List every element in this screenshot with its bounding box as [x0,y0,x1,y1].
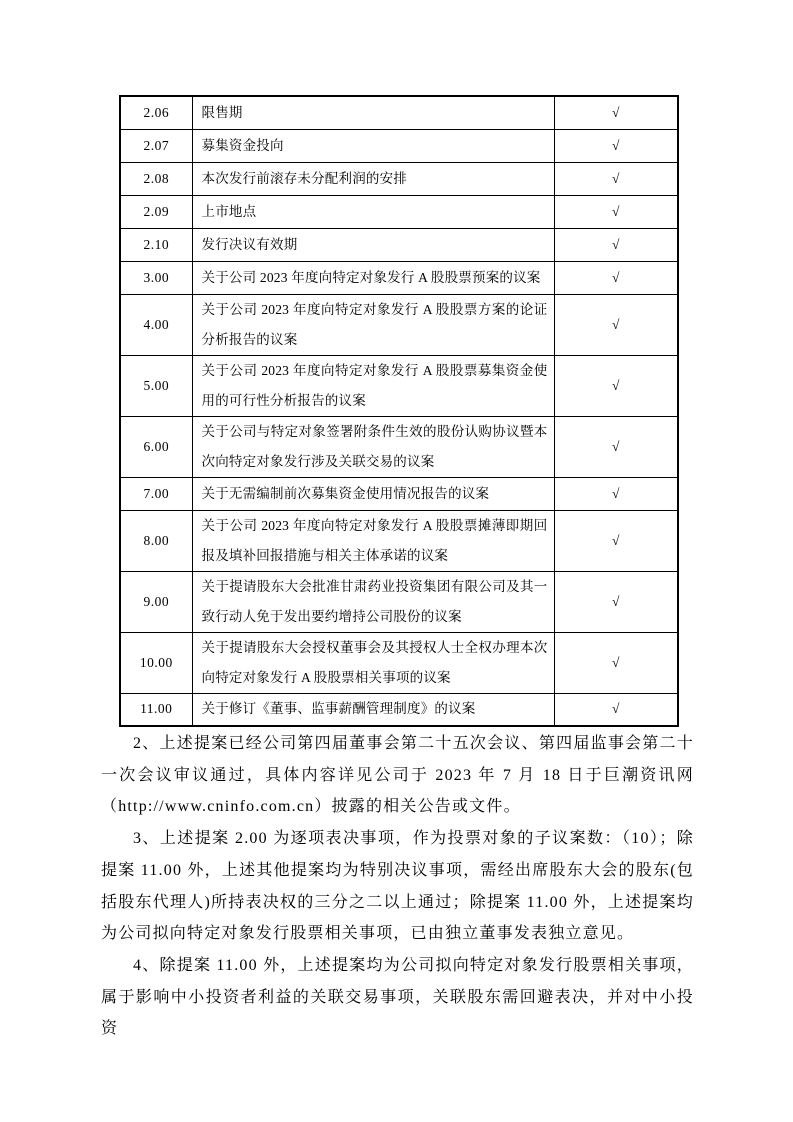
table-row [120,477,678,510]
paragraphs [101,728,694,1045]
table-row [120,195,678,228]
proposal-title: 关于修订《董事、监事薪酬管理制度》的议案 [192,693,554,726]
proposal-title: 募集资金投向 [192,129,554,162]
proposal-title: 限售期 [192,96,554,129]
table-row [120,162,678,195]
paragraph: 2、上述提案已经公司第四届董事会第二十五次会议、第四届监事会第二十一次会议审议通过，具体内容详见公司于 2023 年 7 月 18 日于巨潮资讯网（http://www.cninfo.com.cn）披露的相关公告或文件。 [101,735,694,816]
check-mark: √ [554,261,678,294]
proposal-number: 2.10 [120,228,192,261]
proposal-number: 6.00 [120,416,192,477]
proposal-number: 5.00 [120,355,192,416]
table-row [120,96,678,129]
check-mark: √ [554,96,678,129]
proposal-title: 关于无需编制前次募集资金使用情况报告的议案 [192,477,554,510]
check-mark: √ [554,632,678,693]
check-mark: √ [554,693,678,726]
table-row [120,228,678,261]
proposal-title: 发行决议有效期 [192,228,554,261]
proposal-number: 2.08 [120,162,192,195]
table-row [120,632,678,693]
proposal-title: 关于公司与特定对象签署附条件生效的股份认购协议暨本次向特定对象发行涉及关联交易的议案 [192,416,554,477]
proposal-title: 关于公司 2023 年度向特定对象发行 A 股股票募集资金使用的可行性分析报告的议案 [192,355,554,416]
table-row [120,571,678,632]
proposal-number: 10.00 [120,632,192,693]
proposal-title: 上市地点 [192,195,554,228]
check-mark: √ [554,162,678,195]
table-row [120,294,678,355]
check-mark: √ [554,416,678,477]
proposal-title: 关于提请股东大会批准甘肃药业投资集团有限公司及其一致行动人免于发出要约增持公司股份的议案 [192,571,554,632]
proposal-table [119,95,679,727]
proposal-number: 8.00 [120,510,192,571]
table-row [120,693,678,726]
table-row [120,510,678,571]
proposal-title: 关于公司 2023 年度向特定对象发行 A 股股票摊薄即期回报及填补回报措施与相关主体承诺的议案 [192,510,554,571]
proposal-title: 关于公司 2023 年度向特定对象发行 A 股股票方案的论证分析报告的议案 [192,294,554,355]
check-mark: √ [554,294,678,355]
proposal-number: 11.00 [120,693,192,726]
proposal-table-body [120,96,678,726]
check-mark: √ [554,510,678,571]
check-mark: √ [554,477,678,510]
paragraph: 4、除提案 11.00 外，上述提案均为公司拟向特定对象发行股票相关事项，属于影响中小投资者利益的关联交易事项，关联股东需回避表决，并对中小投资 [101,956,694,1038]
proposal-number: 9.00 [120,571,192,632]
check-mark: √ [554,228,678,261]
proposal-number: 2.09 [120,195,192,228]
proposal-title: 关于公司 2023 年度向特定对象发行 A 股股票预案的议案 [192,261,554,294]
proposal-number: 2.06 [120,96,192,129]
table-row [120,261,678,294]
proposal-title: 关于提请股东大会授权董事会及其授权人士全权办理本次向特定对象发行 A 股股票相关事项的议案 [192,632,554,693]
check-mark: √ [554,129,678,162]
check-mark: √ [554,195,678,228]
table-row [120,416,678,477]
proposal-number: 2.07 [120,129,192,162]
paragraph: 3、上述提案 2.00 为逐项表决事项，作为投票对象的子议案数：（10）；除提案 11.00 外，上述其他提案均为特别决议事项，需经出席股东大会的股东(包括股东代理人)所持表决权的三分之二以上通过；除提案 11.00 外，上述提案均为公司拟向特定对象发行股票相关事项，已由独立董事发表独立意见。 [101,830,694,943]
proposal-number: 3.00 [120,261,192,294]
check-mark: √ [554,355,678,416]
proposal-title: 本次发行前滚存未分配利润的安排 [192,162,554,195]
check-mark: √ [554,571,678,632]
proposal-number: 4.00 [120,294,192,355]
table-row [120,355,678,416]
table-row [120,129,678,162]
proposal-number: 7.00 [120,477,192,510]
